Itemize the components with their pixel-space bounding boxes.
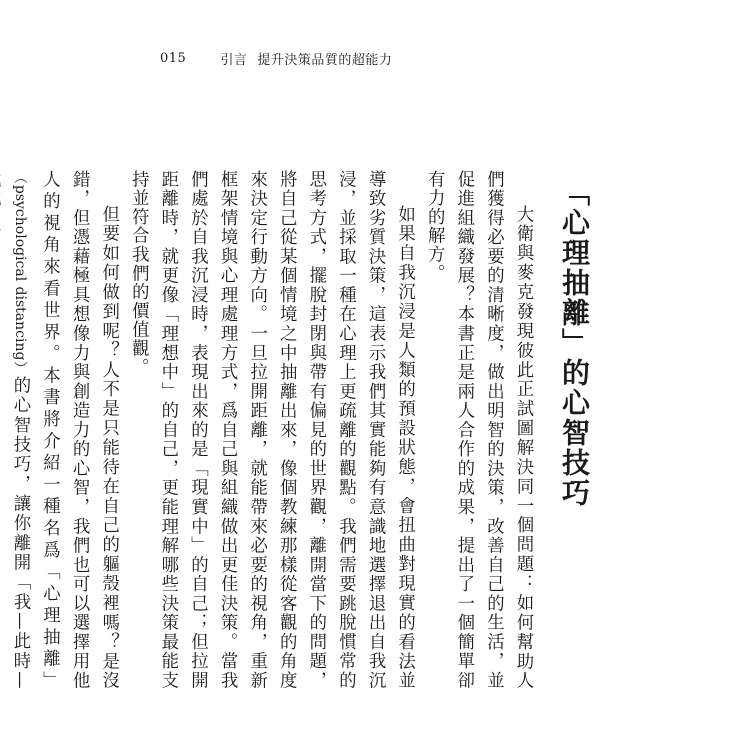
section-heading: 「心理抽離」的心智技巧	[558, 178, 591, 508]
page-number: 015	[160, 50, 187, 66]
body-text	[9, 170, 537, 690]
paragraph-3-text-a: 但要如何做到呢？人不是只能待在自己的軀殼裡嗎？是沒錯，但憑藉極具想像力與創造力的心智，我們也可以選擇用他人的視角來看世界。本書將介紹一種名爲「心理抽離」	[39, 170, 119, 690]
section-title: 提升決策品質的超能力	[257, 52, 393, 68]
paragraph-1: 大衛與麥克發現彼此正試圖解決同一個問題：如何幫助人們獲得必要的清晰度，做出明智的決策，改善自己的生活，並促進組織發展？本書正是兩人合作的成果，提出了一個簡單卻有力的解方。	[424, 170, 533, 690]
paragraph-3-latin-term: （psychological distancing）	[11, 170, 28, 377]
paragraph-3-text-b: 的心智技巧，讓你離開「我—此時—	[9, 376, 30, 690]
paragraph-2: 如果自我沉浸是人類的預設狀態，會扭曲對現實的看法並導致劣質決策，這表示我們其實能夠有意識地選擇退出自我沉浸，並採取一種在心理上更疏離的觀點。我們需要跳脫慣常的思考方式，擺脫封閉與帶有偏見的世界觀，離開當下的問題，將自己從某個情境之中抽離出來，像個教練那樣從客觀的角度來決定行動方向。一旦拉開距離，就能帶來必要的視角，重新框架情境與心理處理方式，爲自己與組織做出更佳決策。當我們處於自我沉浸時，表現出來的是「現實中」的自己；但拉開距離時，就更像「理想中」的自己，更能理解哪些決策最能支持並符合我們的價值觀。	[128, 170, 415, 690]
chapter-label: 引言	[220, 52, 248, 68]
running-header	[160, 48, 392, 68]
paragraph-3	[0, 170, 123, 690]
